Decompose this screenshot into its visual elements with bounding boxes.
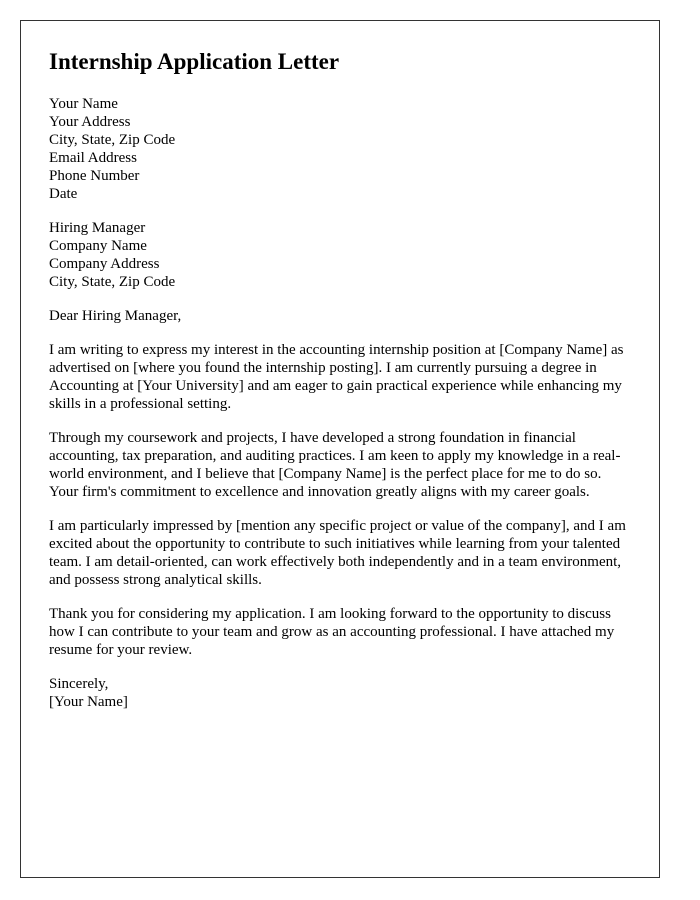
- letter-date: Date: [49, 186, 78, 202]
- sender-city-state-zip: City, State, Zip Code: [49, 132, 176, 148]
- sender-phone: Phone Number: [49, 168, 140, 184]
- body-paragraph: Thank you for considering my application. I am looking forward to the opportunity to discuss how I can contribute to your team and grow as an accounting professional. I have attached my resume for your review.: [49, 606, 615, 658]
- recipient-address: Company Address: [49, 256, 160, 272]
- letter-page: [20, 20, 660, 878]
- sender-address: Your Address: [49, 114, 131, 130]
- recipient-company: Company Name: [49, 238, 147, 254]
- closing-block: [49, 675, 631, 711]
- recipient-address-block: [49, 219, 631, 291]
- closing: Sincerely,: [49, 676, 109, 692]
- recipient-title: Hiring Manager: [49, 220, 146, 236]
- salutation: Dear Hiring Manager,: [49, 308, 182, 324]
- sender-name: Your Name: [49, 96, 118, 112]
- body-paragraph: Through my coursework and projects, I have developed a strong foundation in financial accounting, tax preparation, and auditing practices. I am keen to apply my knowledge in a real-world environment, and I believe that [Company Name] is the perfect place for me to do so. Your firm's commitment to excellence and innovation greatly aligns with my career goals.: [49, 430, 621, 500]
- body-paragraph: I am particularly impressed by [mention any specific project or value of the company], and I am excited about the opportunity to contribute to such initiatives while learning from your talented team. I am detail-oriented, can work effectively both independently and in a team environment, and possess strong analytical skills.: [49, 518, 626, 588]
- letter-title: Internship Application Letter: [49, 49, 340, 74]
- recipient-city-state-zip: City, State, Zip Code: [49, 274, 176, 290]
- sender-email: Email Address: [49, 150, 137, 166]
- body-paragraph: I am writing to express my interest in the accounting internship position at [Company Name] as advertised on [where you found the internship posting]. I am currently pursuing a degree in Accounting at [Your University] and am eager to gain practical experience while enhancing my skills in a professional setting.: [49, 342, 624, 412]
- sender-address-block: [49, 95, 631, 203]
- signature-name: [Your Name]: [49, 694, 128, 710]
